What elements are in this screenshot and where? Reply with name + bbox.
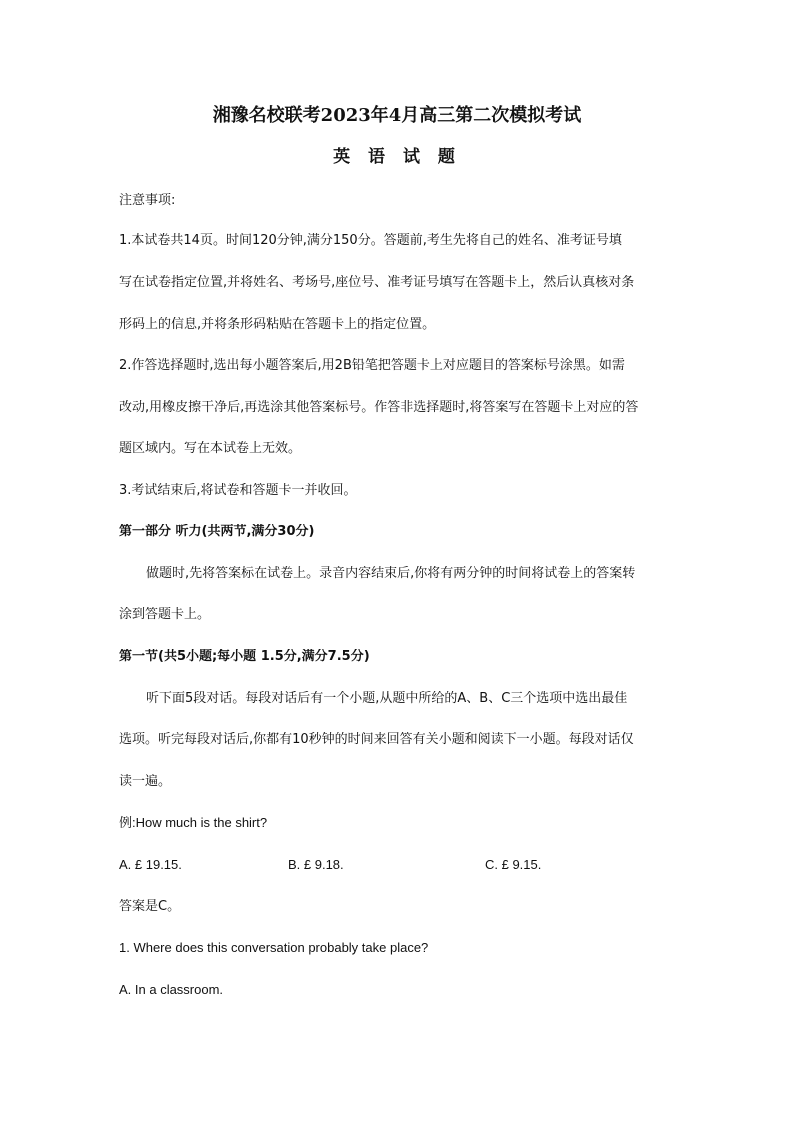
section1-intro-line: 选项。听完每段对话后,你都有10秒钟的时间来回答有关小题和阅读下一小题。每段对话仅 [119, 732, 634, 747]
question-1: 1. Where does this conversation probably take place? [119, 940, 429, 955]
example-option-a: A. £ 19.15. [119, 857, 182, 872]
notice-line: 3.考试结束后,将试卷和答题卡一并收回。 [119, 483, 357, 498]
example-option-c: C. £ 9.15. [485, 857, 542, 872]
example-option-b: B. £ 9.18. [288, 857, 344, 872]
part1-intro-line: 做题时,先将答案标在试卷上。录音内容结束后,你将有两分钟的时间将试卷上的答案转 [146, 566, 636, 581]
notice-line: 题区域内。写在本试卷上无效。 [119, 441, 302, 456]
notice-line: 2.作答选择题时,选出每小题答案后,用2B铅笔把答题卡上对应题目的答案标号涂黑。如需 [119, 358, 625, 373]
part1-intro-line: 涂到答题卡上。 [119, 607, 211, 622]
notice-line: 1.本试卷共14页。时间120分钟,满分150分。答题前,考生先将自己的姓名、准考证号填 [119, 233, 622, 248]
exam-subtitle: 英 语 试 题 [333, 147, 461, 167]
question-1-option-a: A. In a classroom. [119, 982, 224, 997]
notice-heading: 注意事项: [119, 193, 176, 208]
section1-intro-line: 听下面5段对话。每段对话后有一个小题,从题中所给的A、B、C三个选项中选出最佳 [146, 691, 628, 706]
notice-line: 改动,用橡皮擦干净后,再选涂其他答案标号。作答非选择题时,将答案写在答题卡上对应的答 [119, 400, 639, 415]
notice-line: 写在试卷指定位置,并将姓名、考场号,座位号、准考证号填写在答题卡上，然后认真核对条 [119, 275, 635, 290]
exam-title: 湘豫名校联考2023年4月高三第二次模拟考试 [212, 105, 582, 126]
section1-intro-line: 读一遍。 [119, 774, 172, 789]
example-question: 例:How much is the shirt? [119, 815, 268, 830]
part1-heading: 第一部分 听力(共两节,满分30分) [119, 524, 315, 539]
section1-heading: 第一节(共5小题;每小题 1.5分,满分7.5分) [119, 649, 370, 664]
notice-line: 形码上的信息,并将条形码粘贴在答题卡上的指定位置。 [119, 317, 436, 332]
example-answer: 答案是C。 [119, 899, 181, 914]
